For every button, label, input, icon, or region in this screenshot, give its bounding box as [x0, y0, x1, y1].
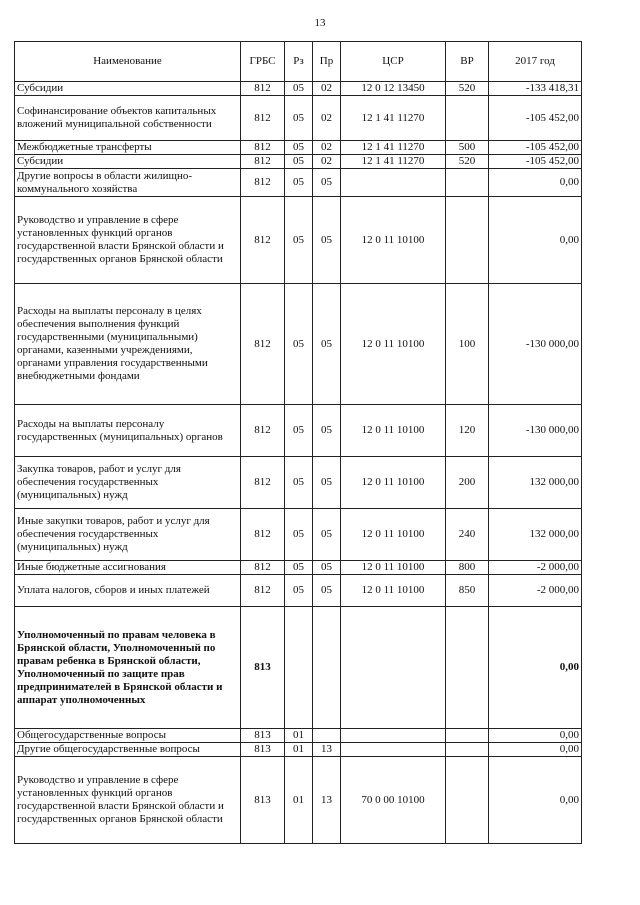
row-pr: 13 [313, 743, 341, 757]
row-grbs: 812 [241, 141, 285, 155]
row-grbs: 812 [241, 155, 285, 169]
row-grbs: 813 [241, 757, 285, 844]
row-amount: 132 000,00 [489, 457, 582, 509]
header-amount: 2017 год [489, 42, 582, 82]
row-rz: 05 [285, 96, 313, 141]
row-name: Руководство и управление в сфере установленных функций органов государственной власти Брянской области и государственных органов Брянской области [15, 757, 241, 844]
row-name: Иные бюджетные ассигнования [15, 561, 241, 575]
budget-table [14, 41, 582, 844]
row-amount: 0,00 [489, 169, 582, 197]
table-row [15, 575, 582, 607]
row-rz: 05 [285, 457, 313, 509]
table-row [15, 141, 582, 155]
row-rz: 05 [285, 197, 313, 284]
row-grbs: 812 [241, 169, 285, 197]
header-vr: ВР [446, 42, 489, 82]
row-amount: -2 000,00 [489, 561, 582, 575]
row-amount: -2 000,00 [489, 575, 582, 607]
row-csr: 12 0 11 10100 [341, 284, 446, 405]
row-csr: 12 0 11 10100 [341, 405, 446, 457]
table-row [15, 197, 582, 284]
row-csr: 12 1 41 11270 [341, 141, 446, 155]
row-amount: 0,00 [489, 743, 582, 757]
row-grbs: 813 [241, 607, 285, 729]
row-csr: 12 0 11 10100 [341, 509, 446, 561]
row-vr: 240 [446, 509, 489, 561]
row-amount: 0,00 [489, 729, 582, 743]
row-amount: -133 418,31 [489, 82, 582, 96]
row-vr [446, 607, 489, 729]
row-pr: 05 [313, 509, 341, 561]
row-grbs: 812 [241, 509, 285, 561]
row-name: Уплата налогов, сборов и иных платежей [15, 575, 241, 607]
row-rz: 05 [285, 561, 313, 575]
row-grbs: 812 [241, 457, 285, 509]
page-number: 13 [314, 17, 326, 29]
row-csr: 12 0 11 10100 [341, 561, 446, 575]
row-vr: 850 [446, 575, 489, 607]
row-csr: 12 0 11 10100 [341, 197, 446, 284]
row-amount: -105 452,00 [489, 141, 582, 155]
row-grbs: 812 [241, 96, 285, 141]
row-grbs: 812 [241, 561, 285, 575]
row-pr [313, 607, 341, 729]
row-name: Общегосударственные вопросы [15, 729, 241, 743]
header-pr: Пр [313, 42, 341, 82]
row-amount: 0,00 [489, 197, 582, 284]
row-rz: 05 [285, 82, 313, 96]
row-rz: 05 [285, 141, 313, 155]
row-amount: 0,00 [489, 607, 582, 729]
row-name: Руководство и управление в сфере установленных функций органов государственной власти Брянской области и государственных органов Брянской области [15, 197, 241, 284]
table-row [15, 155, 582, 169]
row-vr [446, 197, 489, 284]
table-row [15, 607, 582, 729]
row-grbs: 812 [241, 197, 285, 284]
table-row [15, 757, 582, 844]
row-name: Закупка товаров, работ и услуг для обеспечения государственных (муниципальных) нужд [15, 457, 241, 509]
table-row [15, 457, 582, 509]
row-rz: 01 [285, 743, 313, 757]
row-csr: 12 1 41 11270 [341, 96, 446, 141]
row-name: Расходы на выплаты персоналу в целях обеспечения выполнения функций государственными (муниципальными) органами, казенными учреждениями, органами управления государственными внебюджетными фондами [15, 284, 241, 405]
table-row [15, 729, 582, 743]
row-vr [446, 757, 489, 844]
row-csr [341, 607, 446, 729]
row-rz: 05 [285, 575, 313, 607]
row-name: Субсидии [15, 155, 241, 169]
row-vr: 520 [446, 82, 489, 96]
row-pr: 02 [313, 96, 341, 141]
row-vr: 500 [446, 141, 489, 155]
table-row [15, 96, 582, 141]
row-pr: 05 [313, 561, 341, 575]
row-rz: 01 [285, 757, 313, 844]
row-rz: 05 [285, 155, 313, 169]
row-rz: 05 [285, 284, 313, 405]
row-amount: -130 000,00 [489, 284, 582, 405]
table-row [15, 509, 582, 561]
row-vr: 520 [446, 155, 489, 169]
row-csr: 70 0 00 10100 [341, 757, 446, 844]
row-pr: 13 [313, 757, 341, 844]
row-name: Межбюджетные трансферты [15, 141, 241, 155]
row-rz: 05 [285, 509, 313, 561]
row-vr: 100 [446, 284, 489, 405]
row-name: Иные закупки товаров, работ и услуг для обеспечения государственных (муниципальных) нужд [15, 509, 241, 561]
row-rz: 05 [285, 169, 313, 197]
row-grbs: 812 [241, 575, 285, 607]
row-grbs: 813 [241, 729, 285, 743]
table-header-row [15, 42, 582, 82]
row-amount: -105 452,00 [489, 155, 582, 169]
row-name: Софинансирование объектов капитальных вложений муниципальной собственности [15, 96, 241, 141]
header-csr: ЦСР [341, 42, 446, 82]
row-rz: 05 [285, 405, 313, 457]
row-pr: 05 [313, 457, 341, 509]
row-vr [446, 743, 489, 757]
row-pr: 02 [313, 141, 341, 155]
row-vr: 120 [446, 405, 489, 457]
row-grbs: 813 [241, 743, 285, 757]
row-pr: 05 [313, 575, 341, 607]
row-rz [285, 607, 313, 729]
row-name: Уполномоченный по правам человека в Брянской области, Уполномоченный по правам ребенка в Брянской области, Уполномоченный по защите прав предпринимателей в Брянской области и аппарат уполномоченных [15, 607, 241, 729]
row-rz: 01 [285, 729, 313, 743]
row-name: Другие вопросы в области жилищно-коммунального хозяйства [15, 169, 241, 197]
row-grbs: 812 [241, 284, 285, 405]
table-row [15, 561, 582, 575]
row-vr [446, 169, 489, 197]
row-name: Расходы на выплаты персоналу государственных (муниципальных) органов [15, 405, 241, 457]
header-rz: Рз [285, 42, 313, 82]
row-vr [446, 96, 489, 141]
table-row [15, 82, 582, 96]
row-amount: -105 452,00 [489, 96, 582, 141]
row-csr [341, 169, 446, 197]
row-amount: 132 000,00 [489, 509, 582, 561]
row-grbs: 812 [241, 82, 285, 96]
table-row [15, 169, 582, 197]
row-name: Субсидии [15, 82, 241, 96]
row-csr [341, 743, 446, 757]
table-row [15, 405, 582, 457]
row-name: Другие общегосударственные вопросы [15, 743, 241, 757]
header-name: Наименование [15, 42, 241, 82]
row-pr: 05 [313, 284, 341, 405]
row-csr: 12 0 11 10100 [341, 457, 446, 509]
header-grbs: ГРБС [241, 42, 285, 82]
row-pr: 05 [313, 405, 341, 457]
row-vr [446, 729, 489, 743]
row-csr [341, 729, 446, 743]
row-pr: 05 [313, 197, 341, 284]
row-pr [313, 729, 341, 743]
row-vr: 800 [446, 561, 489, 575]
row-pr: 05 [313, 169, 341, 197]
row-amount: 0,00 [489, 757, 582, 844]
row-csr: 12 0 11 10100 [341, 575, 446, 607]
row-pr: 02 [313, 82, 341, 96]
table-row [15, 284, 582, 405]
row-grbs: 812 [241, 405, 285, 457]
row-csr: 12 0 12 13450 [341, 82, 446, 96]
row-vr: 200 [446, 457, 489, 509]
row-amount: -130 000,00 [489, 405, 582, 457]
row-csr: 12 1 41 11270 [341, 155, 446, 169]
row-pr: 02 [313, 155, 341, 169]
table-row [15, 743, 582, 757]
